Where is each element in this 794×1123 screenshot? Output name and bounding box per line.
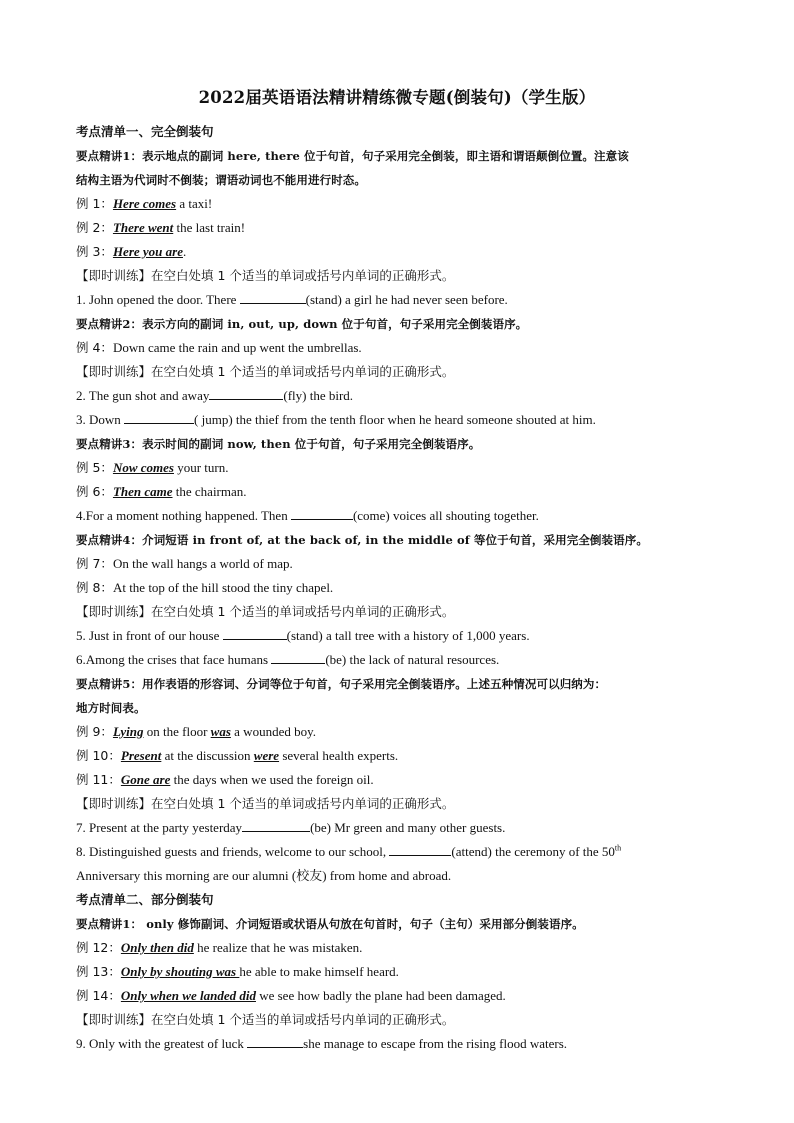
- example-sentence: [76, 744, 722, 768]
- key-point: 要点精讲1：表示地点的副词 here, there 位于句首，句子采用完全倒装，即主语和谓语颠倒位置。注意该: [76, 149, 629, 163]
- emphasized-phrase: Then came: [112, 484, 173, 499]
- superscript: th: [614, 843, 622, 853]
- example-sentence: [76, 192, 722, 216]
- emphasized-phrase: Gone are: [120, 772, 171, 787]
- example-text: .: [182, 244, 187, 259]
- key-point: 要点精讲5：用作表语的形容词、分词等位于句首，句子采用完全倒装语序。上述五种情况可以归纳为：: [76, 677, 607, 691]
- practice-instruction: 【即时训练】在空白处填 1 个适当的单词或括号内单词的正确形式。: [76, 268, 455, 283]
- key-point: 地方时间表。: [76, 701, 146, 715]
- example-text: on the floor: [143, 724, 211, 739]
- example-text: your turn.: [173, 460, 229, 475]
- question-text: 3. Down: [76, 412, 125, 427]
- example-text: At the top of the hill stood the tiny chapel.: [112, 580, 334, 595]
- example-label: 例 5：: [76, 460, 113, 475]
- question-text: 8. Distinguished guests and friends, welcome to our school,: [76, 844, 390, 859]
- practice-instruction: 【即时训练】在空白处填 1 个适当的单词或括号内单词的正确形式。: [76, 364, 455, 379]
- emphasized-phrase: Lying: [112, 724, 144, 739]
- example-sentence: [76, 576, 722, 600]
- answer-blank[interactable]: [124, 411, 194, 424]
- emphasized-phrase: Here you are: [112, 244, 183, 259]
- answer-blank[interactable]: [247, 1035, 303, 1048]
- emphasized-phrase: Now comes: [112, 460, 174, 475]
- example-text: he able to make himself heard.: [239, 964, 399, 979]
- exercise-question: [76, 288, 722, 312]
- question-text: Anniversary this morning are our alumni (校友) from home and abroad.: [76, 868, 452, 883]
- key-point: 结构主语为代词时不倒装；谓语动词也不能用进行时态。: [76, 173, 366, 187]
- exercise-question: [76, 504, 722, 528]
- question-text: 1. John opened the door. There: [76, 292, 240, 307]
- question-text: (fly) the bird.: [283, 388, 354, 403]
- question-text: (attend) the ceremony of the 50: [451, 844, 615, 859]
- question-text: she manage to escape from the rising flood waters.: [303, 1036, 568, 1051]
- example-label: 例 8：: [76, 580, 113, 595]
- question-text: ( jump) the thief from the tenth floor when he heard someone shouted at him.: [194, 412, 596, 427]
- question-text: 6.Among the crises that face humans: [76, 652, 272, 667]
- example-label: 例 2：: [76, 220, 113, 235]
- example-sentence: [76, 336, 722, 360]
- example-text: a wounded boy.: [230, 724, 316, 739]
- practice-instruction: 【即时训练】在空白处填 1 个适当的单词或括号内单词的正确形式。: [76, 796, 455, 811]
- example-label: 例 9：: [76, 724, 113, 739]
- exercise-question: [76, 840, 722, 864]
- practice-instruction: 【即时训练】在空白处填 1 个适当的单词或括号内单词的正确形式。: [76, 604, 455, 619]
- example-label: 例 3：: [76, 244, 113, 259]
- example-sentence: [76, 480, 722, 504]
- exercise-question: [76, 384, 722, 408]
- example-text: at the discussion: [161, 748, 254, 763]
- answer-blank[interactable]: [271, 651, 325, 664]
- exercise-question: [76, 816, 722, 840]
- example-text: he realize that he was mistaken.: [193, 940, 363, 955]
- emphasized-phrase: Only by shouting was: [120, 964, 240, 979]
- key-point: 要点精讲4：介词短语 in front of, at the back of, in the middle of 等位于句首，采用完全倒装语序。: [76, 533, 648, 547]
- example-label: 例 1：: [76, 196, 113, 211]
- example-label: 例 10：: [76, 748, 121, 763]
- example-label: 例 11：: [76, 772, 121, 787]
- question-text: 2. The gun shot and away: [76, 388, 210, 403]
- question-text: 4.For a moment nothing happened. Then: [76, 508, 291, 523]
- example-label: 例 13：: [76, 964, 121, 979]
- example-sentence: [76, 552, 722, 576]
- question-text: 9. Only with the greatest of luck: [76, 1036, 248, 1051]
- example-label: 例 14：: [76, 988, 121, 1003]
- key-point: 要点精讲1： only 修饰副词、介词短语或状语从句放在句首时，句子（主句）采用部分倒装语序。: [76, 917, 584, 931]
- answer-blank[interactable]: [240, 291, 306, 304]
- exercise-question: [76, 648, 722, 672]
- exercise-question: [76, 624, 722, 648]
- emphasized-phrase: was: [210, 724, 231, 739]
- question-text: (stand) a tall tree with a history of 1,000 years.: [286, 628, 530, 643]
- document-body: [76, 120, 722, 1056]
- question-text: (be) the lack of natural resources.: [325, 652, 500, 667]
- example-sentence: [76, 960, 722, 984]
- section-heading: 考点清单二、部分倒装句: [76, 892, 214, 907]
- example-sentence: [76, 720, 722, 744]
- key-point: 要点精讲3：表示时间的副词 now, then 位于句首，句子采用完全倒装语序。: [76, 437, 481, 451]
- answer-blank[interactable]: [209, 387, 283, 400]
- example-label: 例 7：: [76, 556, 113, 571]
- example-sentence: [76, 984, 722, 1008]
- example-label: 例 6：: [76, 484, 113, 499]
- answer-blank[interactable]: [242, 819, 310, 832]
- emphasized-phrase: Only then did: [120, 940, 194, 955]
- example-text: a taxi!: [176, 196, 213, 211]
- answer-blank[interactable]: [291, 507, 353, 520]
- answer-blank[interactable]: [389, 843, 451, 856]
- emphasized-phrase: Only when we landed did: [120, 988, 256, 1003]
- emphasized-phrase: Here comes: [112, 196, 177, 211]
- example-text: Down came the rain and up went the umbrellas.: [112, 340, 362, 355]
- example-text: several health experts.: [279, 748, 399, 763]
- emphasized-phrase: There went: [112, 220, 174, 235]
- question-text: (be) Mr green and many other guests.: [310, 820, 506, 835]
- question-text: 5. Just in front of our house: [76, 628, 223, 643]
- exercise-question: [76, 864, 722, 888]
- example-sentence: [76, 240, 722, 264]
- emphasized-phrase: were: [253, 748, 280, 763]
- section-heading: 考点清单一、完全倒装句: [76, 124, 214, 139]
- example-sentence: [76, 768, 722, 792]
- example-text: the chairman.: [172, 484, 247, 499]
- answer-blank[interactable]: [223, 627, 287, 640]
- example-text: On the wall hangs a world of map.: [112, 556, 293, 571]
- example-sentence: [76, 456, 722, 480]
- example-text: we see how badly the plane had been damaged.: [255, 988, 506, 1003]
- example-label: 例 4：: [76, 340, 113, 355]
- example-label: 例 12：: [76, 940, 121, 955]
- exercise-question: [76, 408, 722, 432]
- example-sentence: [76, 936, 722, 960]
- question-text: (come) voices all shouting together.: [352, 508, 539, 523]
- question-text: (stand) a girl he had never seen before.: [305, 292, 508, 307]
- exercise-question: [76, 1032, 722, 1056]
- example-sentence: [76, 216, 722, 240]
- emphasized-phrase: Present: [120, 748, 162, 763]
- key-point: 要点精讲2：表示方向的副词 in, out, up, down 位于句首，句子采用完全倒装语序。: [76, 317, 528, 331]
- example-text: the days when we used the foreign oil.: [170, 772, 374, 787]
- question-text: 7. Present at the party yesterday: [76, 820, 243, 835]
- page-title: 2022届英语语法精讲精练微专题(倒装句)（学生版）: [198, 88, 596, 107]
- example-text: the last train!: [173, 220, 246, 235]
- practice-instruction: 【即时训练】在空白处填 1 个适当的单词或括号内单词的正确形式。: [76, 1012, 455, 1027]
